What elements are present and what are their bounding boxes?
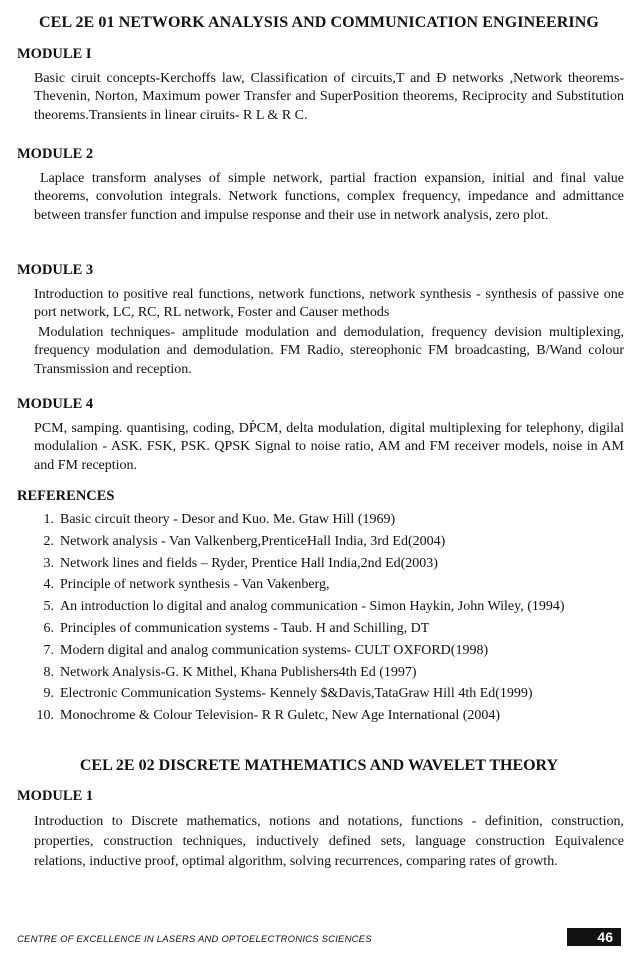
module1-text: Basic ciruit concepts-Kerchoffs law, Classification of circuits,T and Ð networks ,Network theorems- Thevenin, Norton, Maximum power Transfer and SuperPosition theorems, Reciprocity and Substitution theorems.Transients in linear ciruits- R L & R C. [34, 71, 624, 123]
reference-item: 4. Principle of network synthesis - Van Vakenberg, [43, 577, 330, 593]
reference-item: 5. An introduction lo digital and analog communication - Simon Haykin, John Wiley, (1994) [43, 599, 565, 615]
course1-title: CEL 2E 01 NETWORK ANALYSIS AND COMMUNICATION ENGINEERING [39, 14, 599, 31]
reference-item: 7. Modern digital and analog communication systems- CULT OXFORD(1998) [43, 642, 489, 658]
reference-item: 9. Electronic Communication Systems- Kennely $&Davis,TataGraw Hill 4th Ed(1999) [43, 686, 533, 702]
reference-item: 1. Basic circuit theory - Desor and Kuo. Me. Gtaw Hill (1969) [43, 512, 396, 527]
module2-heading: MODULE 2 [17, 146, 94, 162]
module4-text: PCM, samping. quantising, coding, DṔCM, delta modulation, digital multiplexing for telephony, digilal modulalion - ASK. FSK, PSK. QPSK Signal to noise ratio, AM and FM receiver models, noise in AM and FM reception. [34, 421, 624, 473]
reference-item: 3. Network lines and fields – Ryder, Prentice Hall India,2nd Ed(2003) [43, 555, 438, 571]
module3-text-1: Introduction to positive real functions, network functions, network synthesis - synthesis of passive one port network, LC, RC, RL network, Foster and Causer methods [34, 287, 624, 321]
module4-heading: MODULE 4 [17, 396, 94, 412]
module3-heading: MODULE 3 [17, 262, 94, 278]
course2-title: CEL 2E 02 DISCRETE MATHEMATICS AND WAVELET THEORY [79, 757, 559, 774]
page-number: 46 [567, 928, 621, 946]
references-heading: REFERENCES [17, 488, 115, 504]
reference-item: 6. Principles of communication systems - Taub. H and Schilling, DT [43, 620, 430, 636]
footer-institution: CENTRE OF EXCELLENCE IN LASERS AND OPTOELECTRONICS SCIENCES [17, 934, 372, 945]
module2-text: Laplace transform analyses of simple network, partial fraction expansion, initial and final value theorems, convolution integrals. Network functions, complex frequency, impedance and admittance between transfer function and impulse response and their use in network analysis, zero plot. [34, 171, 624, 223]
course2-module1-heading: MODULE 1 [17, 788, 94, 804]
course2-module1-text: Introduction to Discrete mathematics, notions and notations, functions - definition, construction, properties, construction techniques, inductively defined sets, language construction Equivalence relations, inductive proof, optimal algorithm, solving recurrences, comparing rates of growth. [34, 814, 624, 869]
references-list [30, 512, 565, 730]
reference-item: 10. Monochrome & Colour Television- R R Guletc, New Age International (2004) [36, 708, 501, 724]
module1-heading: MODULE I [17, 46, 92, 62]
module3-text-2: Modulation techniques- amplitude modulation and demodulation, frequency devision multiplexing, frequency modulation and demodulation. FM Radio, stereophonic FM broadcasting, B/Wand colour Transmission and reception. [34, 325, 624, 377]
reference-item: 2. Network analysis - Van Valkenberg,PrenticeHall India, 3rd Ed(2004) [43, 533, 446, 549]
reference-item: 8. Network Analysis-G. K Mithel, Khana Publishers4th Ed (1997) [43, 664, 417, 680]
